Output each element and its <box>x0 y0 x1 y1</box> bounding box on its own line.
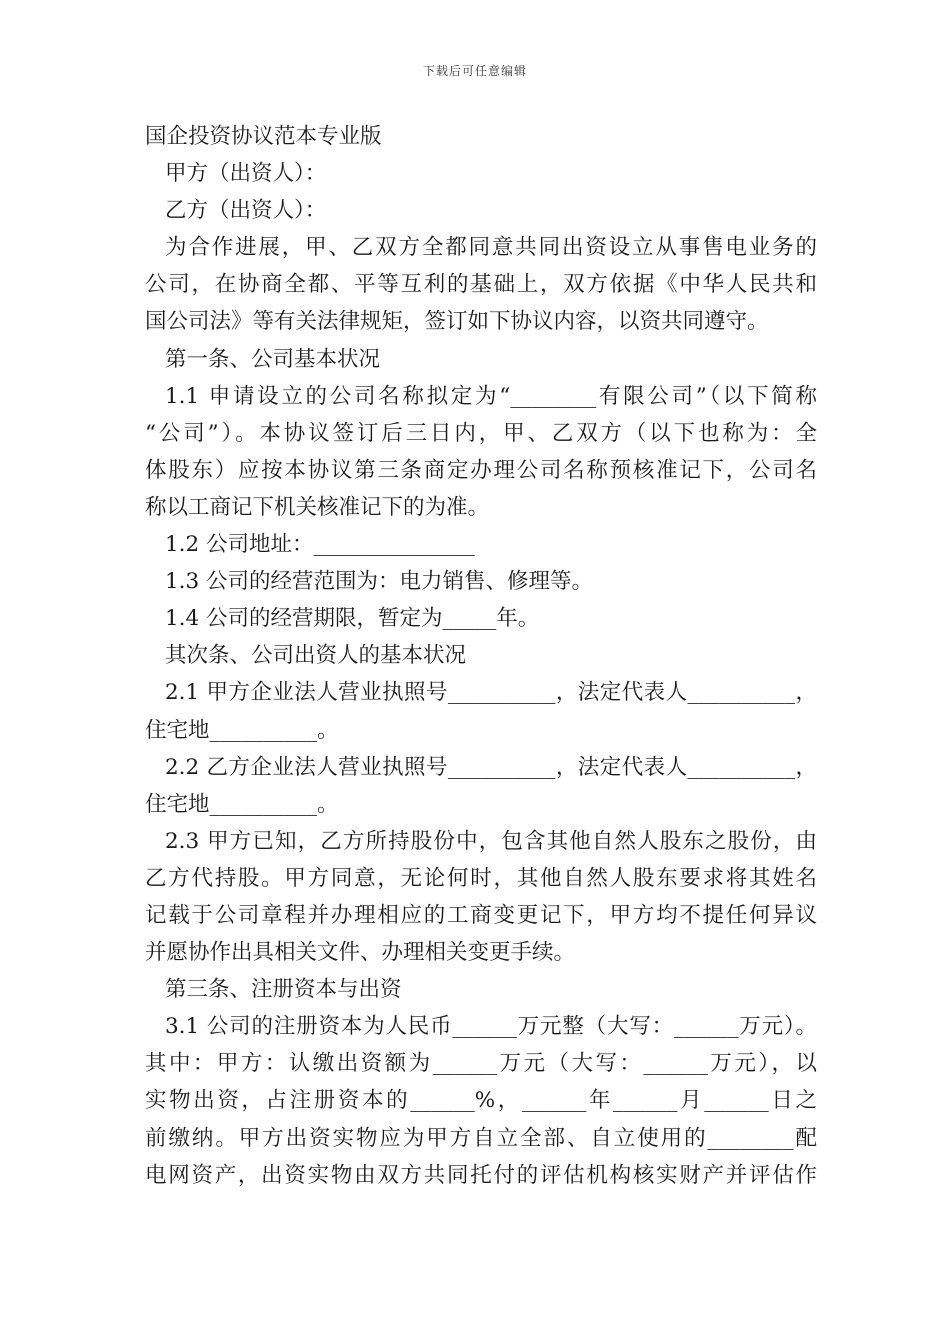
paragraph-line: 3.1 公司的注册资本为人民币______万元整（大写：______万元）。 <box>165 1014 817 1040</box>
section-heading: 其次条、公司出资人的基本状况 <box>165 643 467 669</box>
document-body <box>145 118 817 1194</box>
paragraph-line: 为合作进展，甲、乙双方全都同意共同出资设立从事售电业务的 <box>165 235 817 261</box>
paragraph-line: 1.4 公司的经营期限，暂定为_____年。 <box>165 606 540 632</box>
paragraph-line: 1.2 公司地址：_______________ <box>165 532 475 558</box>
paragraph-line: 住宅地__________。 <box>145 791 339 817</box>
paragraph-line: 前缴纳。甲方出资实物应为甲方自立全部、自立使用的________配 <box>145 1125 817 1151</box>
paragraph-line: 公司，在协商全都、平等互利的基础上，双方依据《中华人民共和 <box>145 272 817 298</box>
paragraph-line: 并愿协作出具相关文件、办理相关变更手续。 <box>145 940 576 966</box>
paragraph-line: 乙方代持股。甲方同意，无论何时，其他自然人股东要求将其姓名 <box>145 865 817 891</box>
page-header-note: 下载后可任意编辑 <box>422 64 527 78</box>
paragraph-line: 2.3 甲方已知，乙方所持股份中，包含其他自然人股东之股份，由 <box>165 828 817 854</box>
paragraph-line: 体股东）应按本协议第三条商定办理公司名称预核准记下，公司名 <box>145 457 817 483</box>
paragraph-line: 电网资产，出资实物由双方共同托付的评估机构核实财产并评估作 <box>145 1162 817 1188</box>
paragraph-line: 记载于公司章程并办理相应的工商变更记下，甲方均不提任何异议 <box>145 902 817 928</box>
paragraph-line: “公司”）。本协议签订后三日内，甲、乙双方（以下也称为：全 <box>145 420 817 446</box>
section-heading: 第一条、公司基本状况 <box>165 346 381 372</box>
paragraph-line: 其中：甲方：认缴出资额为______万元（大写：______万元），以 <box>145 1051 817 1077</box>
paragraph-line: 2.1 甲方企业法人营业执照号__________，法定代表人__________， <box>165 680 817 706</box>
paragraph-line: 实物出资，占注册资本的______%，______年______月______日之 <box>145 1088 817 1114</box>
document-title: 国企投资协议范本专业版 <box>145 124 382 149</box>
section-heading: 第三条、注册资本与出资 <box>165 977 402 1003</box>
paragraph-line: 2.2 乙方企业法人营业执照号__________，法定代表人__________， <box>165 754 817 780</box>
paragraph-line: 国公司法》等有关法律规矩，签订如下协议内容，以资共同遵守。 <box>145 309 769 335</box>
paragraph-line: 1.1 申请设立的公司名称拟定为“________有限公司”（以下简称 <box>165 383 817 409</box>
paragraph-line: 住宅地__________。 <box>145 717 339 743</box>
party-b-line: 乙方（出资人）： <box>165 198 327 224</box>
paragraph-line: 1.3 公司的经营范围为：电力销售、修理等。 <box>165 569 594 595</box>
party-a-line: 甲方（出资人）： <box>165 161 327 187</box>
paragraph-line: 称以工商记下机关核准记下的为准。 <box>145 494 490 520</box>
